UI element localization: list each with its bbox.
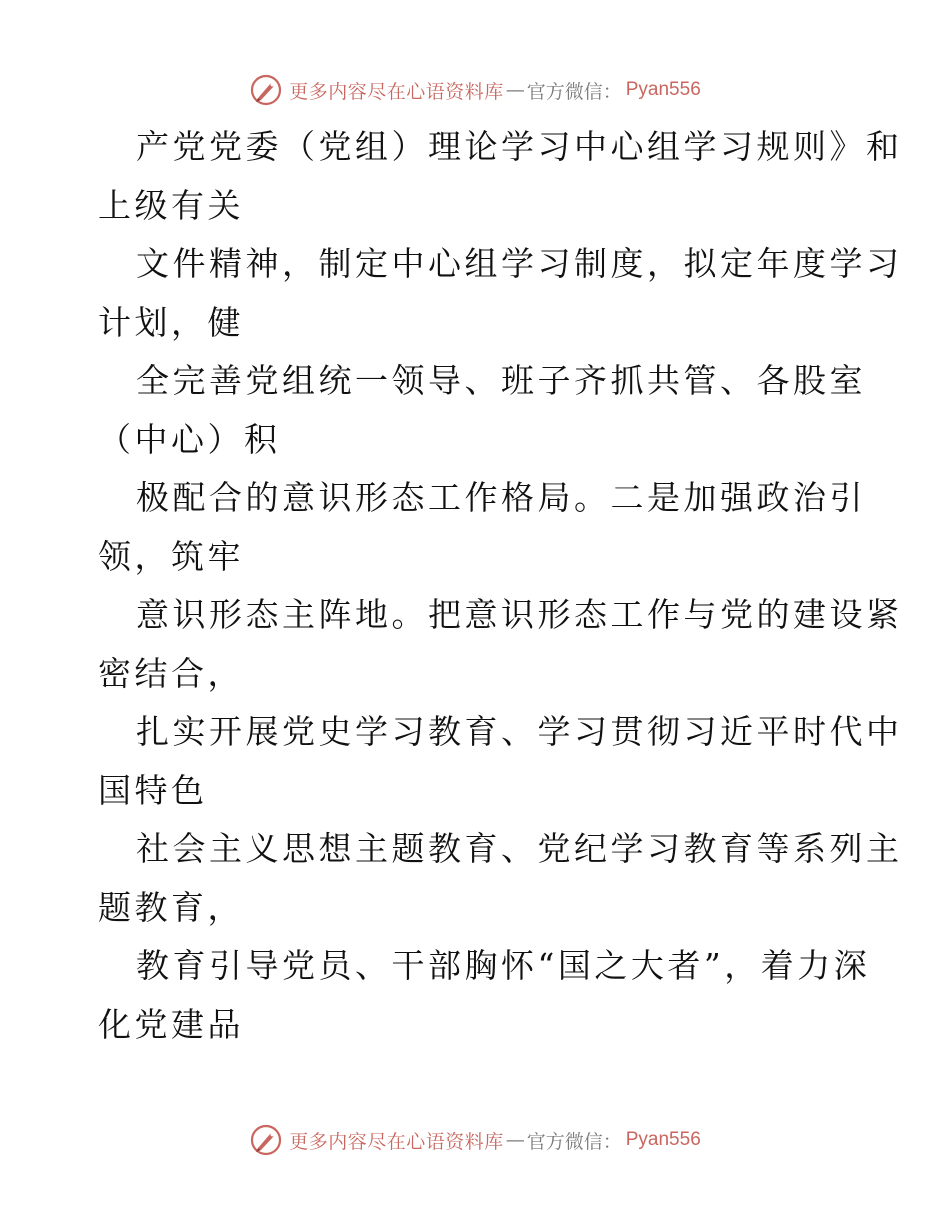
text-line: 题教育， — [98, 887, 244, 927]
footer-brand-text: 更多内容尽在心语资料库 — [289, 1130, 504, 1153]
header-wechat-id: Pyan556 — [625, 79, 701, 100]
text-line: 计划，健 — [98, 302, 244, 342]
text-line: 社会主义思想主题教育、党纪学习教育等系列主 — [136, 829, 903, 868]
text-line: 教育引导党员、干部胸怀“国之大者”，着力深 — [136, 946, 871, 985]
text-line: 化党建品 — [98, 1004, 244, 1044]
pen-logo-icon — [249, 1123, 283, 1157]
footer-wechat-label: 官方微信： — [526, 1130, 622, 1153]
pen-logo-icon — [249, 73, 283, 107]
header-dash: — — [505, 79, 525, 101]
footer-banner — [0, 1120, 950, 1160]
document-body — [98, 118, 903, 1054]
text-line: （中心）积 — [98, 419, 281, 459]
footer-wechat-id: Pyan556 — [625, 1129, 701, 1150]
text-line: 极配合的意识形态工作格局。二是加强政治引 — [136, 478, 866, 517]
footer-dash: — — [505, 1129, 525, 1151]
text-line: 全完善党组统一领导、班子齐抓共管、各股室 — [136, 361, 866, 400]
text-line: 上级有关 — [98, 185, 244, 225]
text-line: 产党党委（党组）理论学习中心组学习规则》和 — [136, 127, 903, 166]
text-line: 密结合， — [98, 653, 244, 693]
text-line: 国特色 — [98, 770, 208, 810]
text-line: 意识形态主阵地。把意识形态工作与党的建设紧 — [136, 595, 903, 634]
header-wechat-label: 官方微信： — [526, 80, 622, 103]
text-line: 文件精神，制定中心组学习制度，拟定年度学习 — [136, 244, 903, 283]
text-line: 扎实开展党史学习教育、学习贯彻习近平时代中 — [136, 712, 903, 751]
header-brand-text: 更多内容尽在心语资料库 — [289, 80, 504, 103]
header-banner — [0, 70, 950, 110]
text-line: 领，筑牢 — [98, 536, 244, 576]
